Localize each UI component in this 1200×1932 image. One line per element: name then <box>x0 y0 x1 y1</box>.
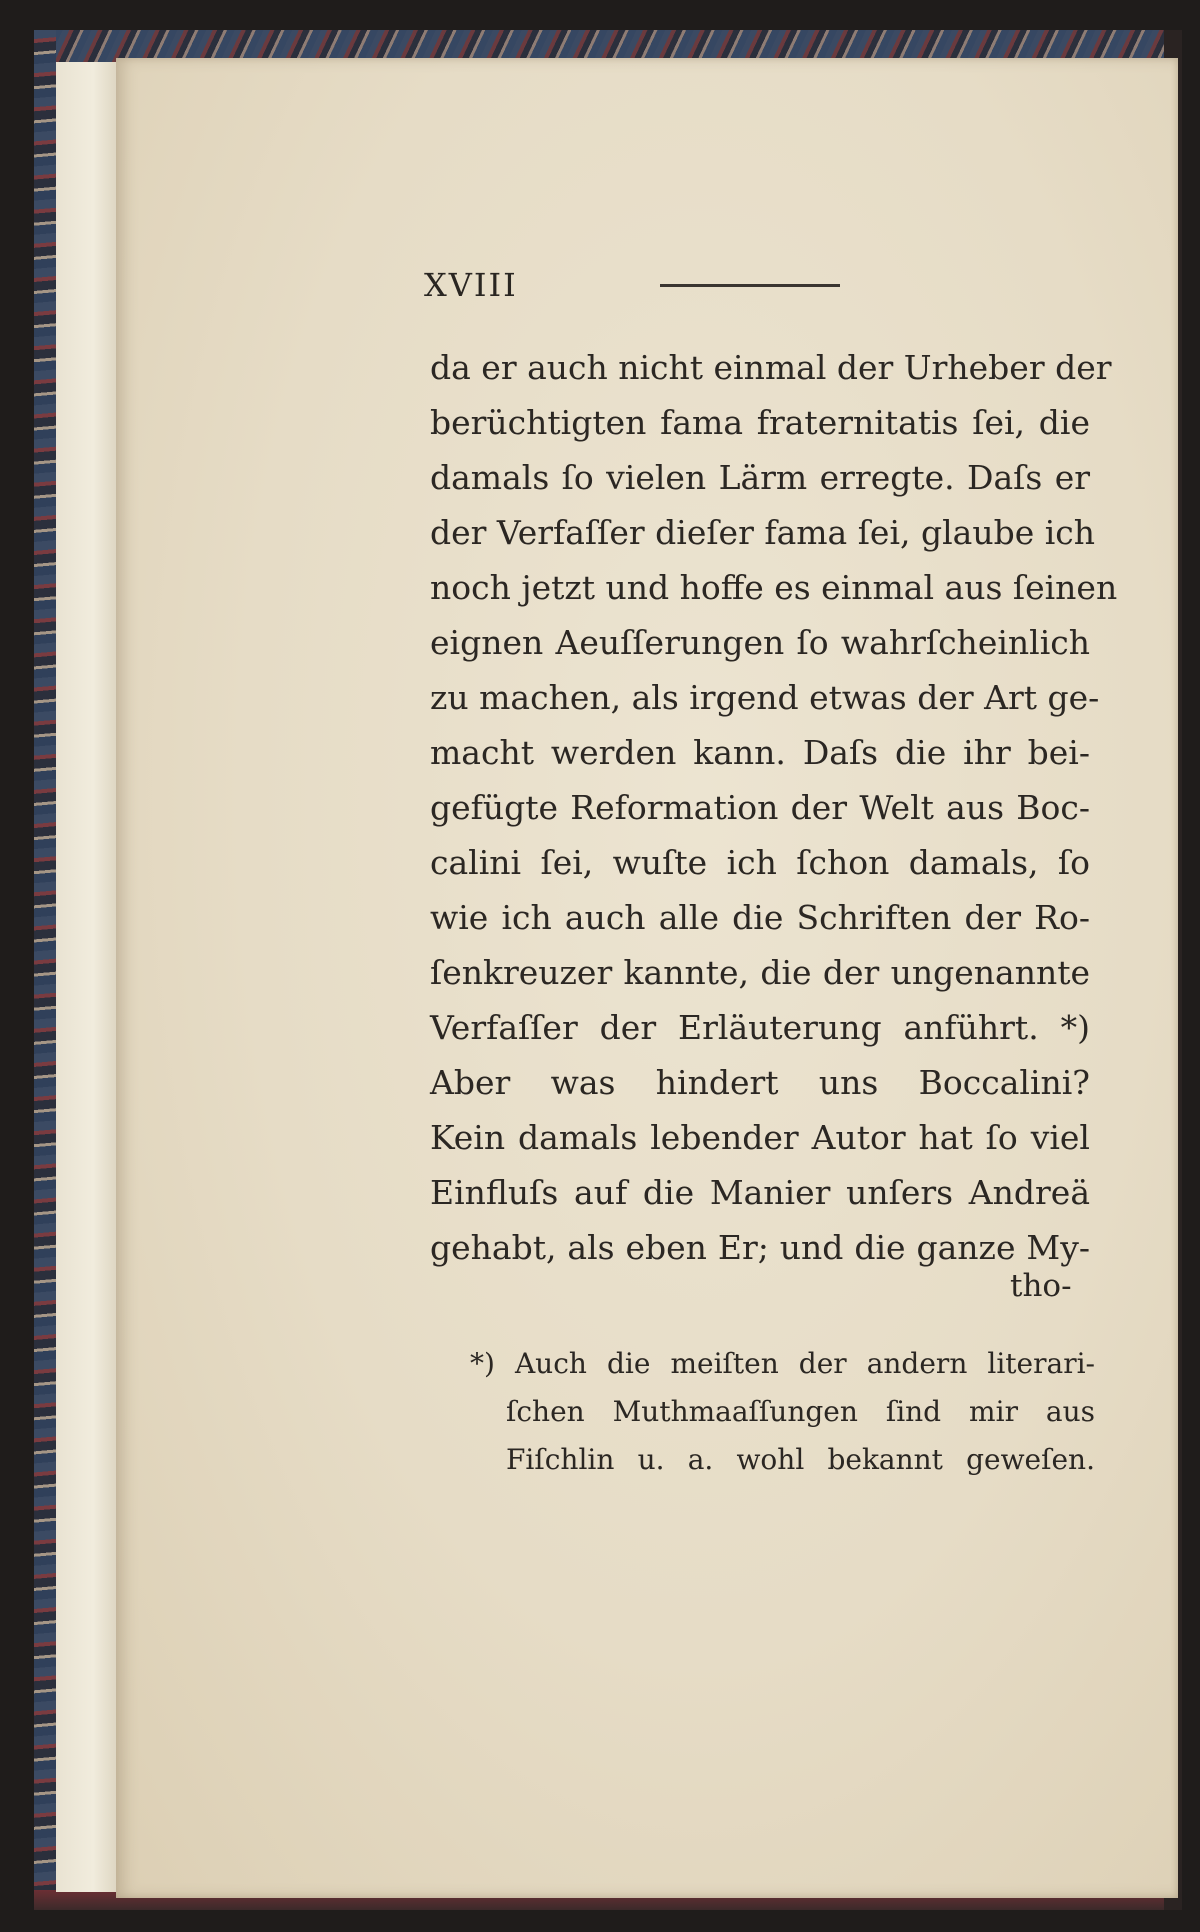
text-line: da er auch nicht einmal der Urheber der <box>430 348 1112 387</box>
text-line: zu machen, als irgend etwas der Art ge- <box>430 678 1100 717</box>
header-rule <box>660 284 840 287</box>
text-line: der Verfaſſer dieſer fama ſei, glaube ich <box>430 513 1096 552</box>
marbled-cover-spine <box>34 30 56 1910</box>
text-line: Kein damals lebender Autor hat ſo viel <box>430 1118 1090 1157</box>
footnote-line: *) Auch die meiſten der andern literari- <box>470 1347 1095 1380</box>
page-edges <box>56 62 119 1892</box>
text-line: gehabt, als eben Er; und die ganze My- <box>430 1228 1090 1267</box>
catchword: tho- <box>1010 1268 1072 1304</box>
body-text <box>430 340 1118 1275</box>
footnote-line: ſchen Muthmaaſſungen ſind mir aus <box>506 1395 1095 1428</box>
text-line: Einfluſs auf die Manier unſers Andreä <box>430 1173 1090 1212</box>
text-line: calini ſei, wuſte ich ſchon damals, ſo <box>430 843 1090 882</box>
text-line: wie ich auch alle die Schriften der Ro- <box>430 898 1090 937</box>
text-line: Aber was hindert uns Boccalini? <box>430 1063 1090 1102</box>
page-number: XVIII <box>424 266 518 304</box>
text-line: macht werden kann. Daſs die ihr bei- <box>430 733 1090 772</box>
text-line: eignen Aeuſſerungen ſo wahrſcheinlich <box>430 623 1090 662</box>
footnote <box>470 1340 1095 1484</box>
text-line: damals ſo vielen Lärm erregte. Daſs er <box>430 458 1090 497</box>
footnote-line: Fiſchlin u. a. wohl bekannt geweſen. <box>506 1443 1095 1476</box>
text-line: noch jetzt und hoffe es einmal aus ſeinen <box>430 568 1118 607</box>
text-line: berüchtigten fama fraternitatis ſei, die <box>430 403 1090 442</box>
text-line: gefügte Reformation der Welt aus Boc- <box>430 788 1090 827</box>
text-line: ſenkreuzer kannte, die der ungenannte <box>430 953 1090 992</box>
text-line: Verfaſſer der Erläuterung anführt. *) <box>430 1008 1090 1047</box>
page-header <box>424 262 844 312</box>
